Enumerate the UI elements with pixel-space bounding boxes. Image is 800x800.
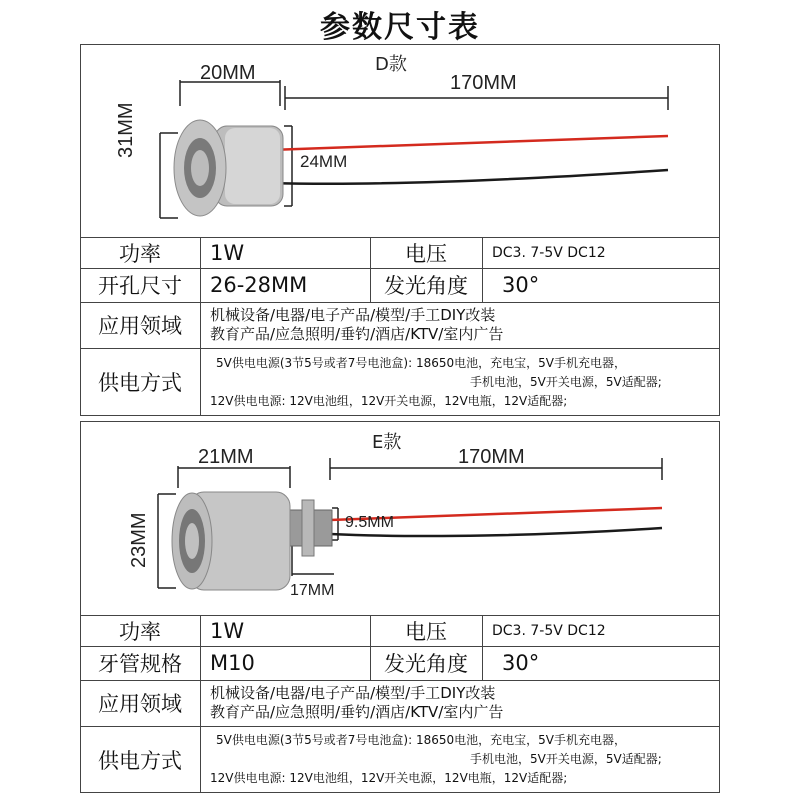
section-e-width-dim: 21MM: [198, 446, 254, 468]
section-e-height-dim: 23MM: [128, 512, 150, 568]
row-beam-angle-label: 发光角度: [384, 274, 468, 298]
power-supply-line: 5V供电电源(3节5号或者7号电池盒): 18650电池，充电宝，5V手机充电器，: [216, 733, 626, 747]
power-supply-line: 手机电池，5V开关电源，5V适配器;: [470, 752, 662, 766]
section-d-inner-dim: 24MM: [300, 152, 348, 171]
row-beam-angle-value: 30°: [502, 651, 540, 675]
application-lines: [200, 302, 720, 348]
power-supply-line: 手机电池，5V开关电源，5V适配器;: [470, 374, 662, 389]
application-lines: [200, 680, 720, 726]
row-power-value: 1W: [210, 240, 245, 265]
row-beam-angle-label: 发光角度: [384, 652, 468, 676]
application-label: 应用领域: [98, 314, 182, 338]
application-line: 机械设备/电器/电子产品/模型/手工DIY改装: [210, 684, 496, 702]
row-hole-size-value: 26-28MM: [210, 273, 308, 297]
row-power-value: 1W: [210, 618, 245, 643]
page-title: 参数尺寸表: [320, 10, 480, 45]
row-power-label: 功率: [119, 619, 161, 644]
section-e-thread-dim: 17MM: [290, 582, 335, 599]
row-voltage-label: 电压: [405, 619, 447, 644]
section-e-model-label: E款: [372, 432, 402, 453]
led-d-product-image: [120, 58, 680, 248]
section-d-model-label: D款: [375, 54, 407, 75]
section-d-height-dim: 31MM: [115, 102, 137, 158]
row-beam-angle-value: 30°: [502, 273, 540, 297]
application-label: 应用领域: [98, 692, 182, 716]
row-voltage-label: 电压: [405, 241, 447, 266]
power-supply-line: 5V供电电源(3节5号或者7号电池盒): 18650电池，充电宝，5V手机充电器，: [216, 355, 626, 370]
section-e-wire-dim: 170MM: [458, 446, 525, 468]
power-supply-lines: [200, 726, 720, 793]
row-power-label: 功率: [119, 241, 161, 266]
row-hole-size-label: 开孔尺寸: [98, 274, 182, 298]
power-supply-line: 12V供电电源: 12V电池组，12V开关电源，12V电瓶，12V适配器;: [210, 771, 568, 785]
application-line: 教育产品/应急照明/垂钓/酒店/KTV/室内广告: [210, 325, 504, 343]
power-supply-label: 供电方式: [98, 371, 182, 395]
row-thread-spec-label: 牙管规格: [98, 652, 182, 676]
power-supply-lines: [200, 348, 720, 416]
row-voltage-value: DC3. 7-5V DC12: [492, 244, 606, 261]
section-d-wire-dim: 170MM: [450, 72, 517, 94]
section-e-inner-dim: 9.5MM: [345, 514, 394, 531]
row-thread-spec-value: M10: [210, 651, 255, 675]
section-d-width-dim: 20MM: [200, 62, 256, 84]
row-voltage-value: DC3. 7-5V DC12: [492, 622, 606, 639]
application-line: 教育产品/应急照明/垂钓/酒店/KTV/室内广告: [210, 703, 504, 721]
application-line: 机械设备/电器/电子产品/模型/手工DIY改装: [210, 306, 496, 324]
power-supply-label: 供电方式: [98, 748, 182, 773]
power-supply-line: 12V供电电源: 12V电池组，12V开关电源，12V电瓶，12V适配器;: [210, 393, 568, 408]
